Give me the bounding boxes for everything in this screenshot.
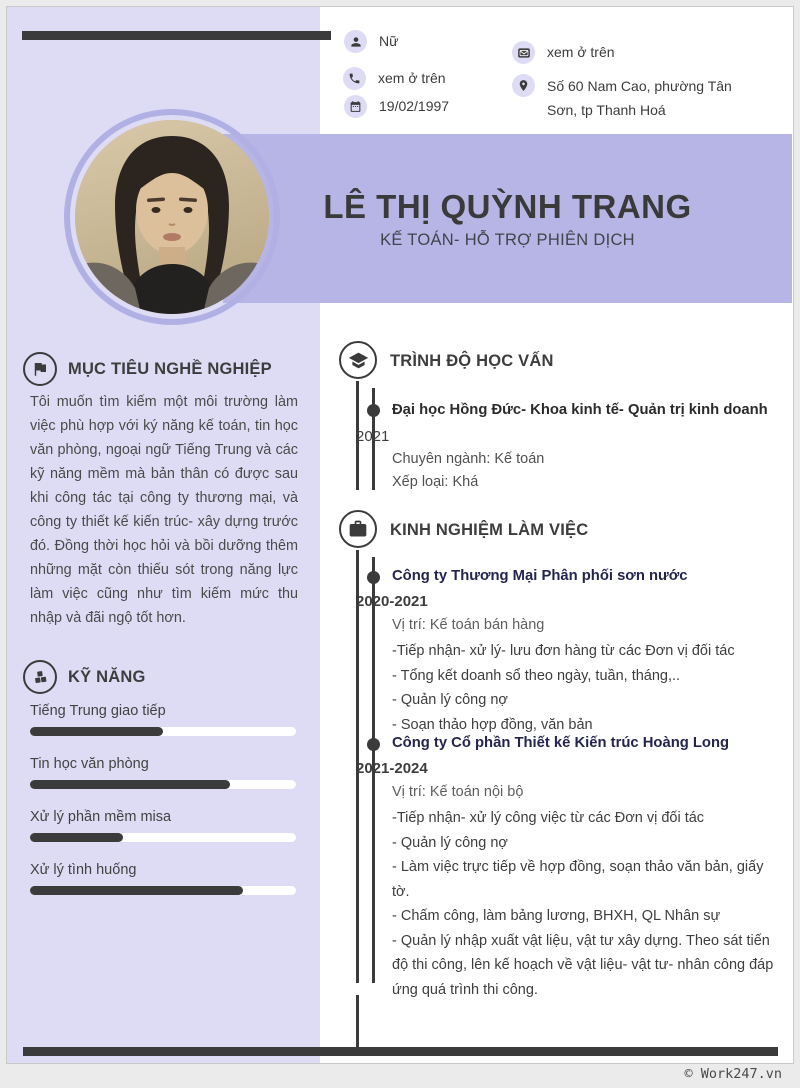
skill-bar-fill (30, 780, 230, 789)
skill-bar-fill (30, 727, 163, 736)
objective-heading: MỤC TIÊU NGHỀ NGHIỆP (68, 360, 272, 378)
top-accent-bar (22, 31, 331, 40)
address-value: Số 60 Nam Cao, phường Tân Sơn, tp Thanh Hoá (547, 78, 732, 118)
calendar-icon (344, 95, 367, 118)
experience-heading: KINH NGHIỆM LÀM VIỆC (390, 521, 589, 539)
birthday-value: 19/02/1997 (379, 98, 450, 114)
experience-entry-title: Công ty Thương Mại Phân phối sơn nước (392, 568, 688, 584)
skill-label: Tiếng Trung giao tiếp (30, 703, 166, 719)
skill-label: Xử lý phần mềm misa (30, 809, 172, 825)
experience-entry-title: Công ty Cổ phần Thiết kế Kiến trúc Hoàng Long (392, 735, 730, 751)
experience-entry-period: 2020-2021 (356, 593, 428, 610)
email-icon (512, 41, 535, 64)
contact-email (512, 41, 615, 64)
skill-item (30, 862, 296, 895)
phone-value: xem ở trên (378, 70, 446, 86)
flag-icon (23, 352, 57, 386)
watermark: © Work247.vn (684, 1066, 782, 1082)
skill-bar-track (30, 727, 296, 736)
education-entry-title: Đại học Hồng Đức- Khoa kinh tế- Quản trị kinh doanh (392, 402, 768, 418)
skill-item (30, 703, 296, 736)
timeline-tail-line (356, 995, 359, 1048)
experience-detail-line: -Tiếp nhận- xử lý công việc từ các Đơn vị đối tác (392, 810, 705, 826)
skill-bar-fill (30, 886, 243, 895)
skill-label: Xử lý tình huống (30, 862, 137, 878)
skill-bar-fill (30, 833, 123, 842)
education-major: Chuyên ngành: Kế toán (392, 451, 545, 467)
skill-item (30, 756, 296, 789)
contact-phone (343, 67, 446, 90)
objective-text: Tôi muốn tìm kiếm một môi trường làm việc phù hợp với ký năng kế toán, tin học văn phòng, ngoại ngữ Tiếng Trung và các kỹ năng mềm mà bản thân có được sau khi công tác tại công ty thương mại, và công ty thiết kế kiến trúc- xây dựng trước đó. Đồng thời học hỏi và bồi dưỡng thêm những mặt còn thiếu sót trong năng lực làm việc cũng như tìm kiếm mức thu nhập và đãi ngộ tốt hơn. (30, 394, 298, 626)
timeline-bullet (367, 404, 380, 417)
education-heading: TRÌNH ĐỘ HỌC VẤN (390, 352, 554, 370)
experience-detail-line: - Chấm công, làm bảng lương, BHXH, QL Nhân sự (392, 908, 721, 924)
contact-address (512, 74, 747, 122)
skills-list (30, 703, 296, 915)
experience-details (392, 639, 784, 737)
skill-bar-track (30, 886, 296, 895)
skills-cubes-icon (23, 660, 57, 694)
graduation-cap-icon (339, 341, 377, 379)
experience-details (392, 806, 784, 1002)
candidate-job-title: KẾ TOÁN- HỖ TRỢ PHIÊN DỊCH (380, 231, 635, 249)
education-entry-period: 2021 (356, 428, 390, 445)
experience-position: Vị trí: Kế toán bán hàng (392, 617, 545, 633)
profile-photo (75, 120, 269, 314)
timeline-bullet (367, 571, 380, 584)
education-grade: Xếp loại: Khá (392, 474, 479, 490)
skill-label: Tin học văn phòng (30, 756, 149, 772)
skill-bar-track (30, 780, 296, 789)
candidate-name: LÊ THỊ QUỲNH TRANG (323, 188, 692, 225)
skill-item (30, 809, 296, 842)
person-icon (344, 30, 367, 53)
experience-detail-line: - Quản lý công nợ (392, 692, 508, 708)
experience-detail-line: - Tổng kết doanh sổ theo ngày, tuần, tháng,.. (392, 667, 681, 684)
phone-icon (343, 67, 366, 90)
experience-detail-line: - Làm việc trực tiếp về hợp đồng, soạn thảo văn bản, giấy tờ. (392, 859, 764, 900)
experience-detail-line: -Tiếp nhận- xử lý- lưu đơn hàng từ các Đơn vị đối tác (392, 643, 735, 659)
skill-bar-track (30, 833, 296, 842)
email-value: xem ở trên (547, 44, 615, 60)
experience-detail-line: - Soạn thảo hợp đồng, văn bản (392, 716, 593, 733)
gender-value: Nữ (379, 33, 399, 49)
contact-gender (344, 30, 398, 53)
experience-detail-line: - Quản lý công nợ (392, 834, 508, 851)
experience-detail-line: - Quản lý nhập xuất vật liệu, vật tư xây dựng. Theo sát tiến độ thi công, lên kế hoạch về vật liệu- vật tư- nhân công đáp ứng quá trình thi công. (392, 932, 774, 998)
location-pin-icon (512, 74, 535, 97)
name-block (223, 188, 792, 250)
skills-heading: KỸ NĂNG (68, 668, 146, 686)
bottom-accent-bar (23, 1047, 778, 1056)
briefcase-icon (339, 510, 377, 548)
experience-entry-period: 2021-2024 (356, 760, 428, 777)
contact-birthday (344, 95, 449, 118)
timeline-bullet (367, 738, 380, 751)
experience-position: Vị trí: Kế toán nội bộ (392, 784, 524, 800)
